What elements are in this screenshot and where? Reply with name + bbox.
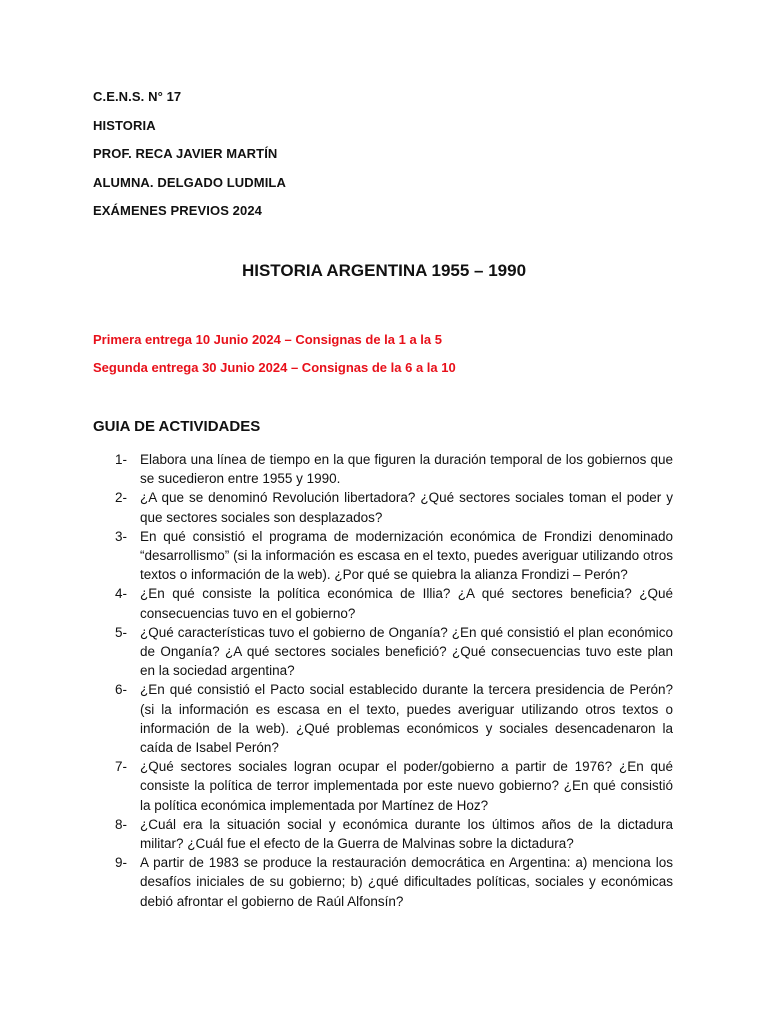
activity-text: En qué consistió el programa de modernización económica de Frondizi denominado “desarrollismo” (si la información es escasa en el texto, puedes averiguar utilizando otros textos o información de la web). ¿Por qué se quiebra la alianza Frondizi – Perón? xyxy=(140,528,673,583)
activity-text: ¿En qué consiste la política económica de Illia? ¿A qué sectores beneficia? ¿Qué consecuencias tuvo en el gobierno? xyxy=(140,586,673,621)
activity-number: 6- xyxy=(115,682,128,698)
activities-list xyxy=(93,450,673,911)
activity-item xyxy=(93,488,673,526)
activity-item xyxy=(93,815,673,853)
activity-item xyxy=(93,527,673,585)
teacher-name: PROF. RECA JAVIER MARTÍN xyxy=(93,146,278,161)
activity-number: 5- xyxy=(115,624,128,640)
activity-item xyxy=(93,623,673,681)
activity-number: 9- xyxy=(115,855,128,871)
activity-number: 3- xyxy=(115,528,128,544)
activity-item xyxy=(93,584,673,622)
activity-number: 2- xyxy=(115,490,128,506)
exam-name: EXÁMENES PREVIOS 2024 xyxy=(93,203,262,218)
activity-number: 8- xyxy=(115,816,128,832)
first-delivery-note: Primera entrega 10 Junio 2024 – Consignas de la 1 a la 5 xyxy=(93,332,442,347)
activity-text: ¿Qué características tuvo el gobierno de Onganía? ¿En qué consistió el plan económico de Onganía? ¿A qué sectores sociales benefició? ¿Qué consecuencias tuvo este plan en la sociedad argentina? xyxy=(140,624,673,679)
document-title: HISTORIA ARGENTINA 1955 – 1990 xyxy=(241,261,527,280)
activity-item xyxy=(93,680,673,757)
activity-item xyxy=(93,450,673,488)
activity-text: ¿Qué sectores sociales logran ocupar el poder/gobierno a partir de 1976? ¿En qué consiste la política de terror implementada por este nuevo gobierno? ¿En qué consistió la política económica implementada por Martínez de Hoz? xyxy=(140,759,673,813)
student-name: ALUMNA. DELGADO LUDMILA xyxy=(93,175,286,190)
activity-item xyxy=(93,757,673,815)
activity-item xyxy=(93,853,673,911)
activity-number: 4- xyxy=(115,586,128,602)
activity-text: A partir de 1983 se produce la restauración democrática en Argentina: a) menciona los desafíos iniciales de su gobierno; b) ¿qué dificultades políticas, sociales y económicas debió afrontar el gobierno de Raúl Alfonsín? xyxy=(140,855,673,909)
activity-text: ¿A que se denominó Revolución libertadora? ¿Qué sectores sociales toman el poder y que sectores sociales son desplazados? xyxy=(140,490,673,525)
activity-text: ¿Cuál era la situación social y económica durante los últimos años de la dictadura militar? ¿Cuál fue el efecto de la Guerra de Malvinas sobre la dictadura? xyxy=(140,816,673,852)
activity-number: 7- xyxy=(115,759,128,775)
subject-name: HISTORIA xyxy=(93,118,156,133)
school-name: C.E.N.S. N° 17 xyxy=(93,89,182,104)
activity-text: ¿En qué consistió el Pacto social establecido durante la tercera presidencia de Perón? (si la información es escasa en el texto, puedes averiguar utilizando otros textos o información de la web). ¿Qué problemas económicos y sociales desencadenaron la caída de Isabel Perón? xyxy=(140,682,673,756)
second-delivery-note: Segunda entrega 30 Junio 2024 – Consignas de la 6 a la 10 xyxy=(93,360,456,375)
activity-text: Elabora una línea de tiempo en la que figuren la duración temporal de los gobiernos que se sucedieron entre 1955 y 1990. xyxy=(140,452,673,487)
activities-guide-title: GUIA DE ACTIVIDADES xyxy=(93,418,261,435)
activity-number: 1- xyxy=(115,452,128,467)
